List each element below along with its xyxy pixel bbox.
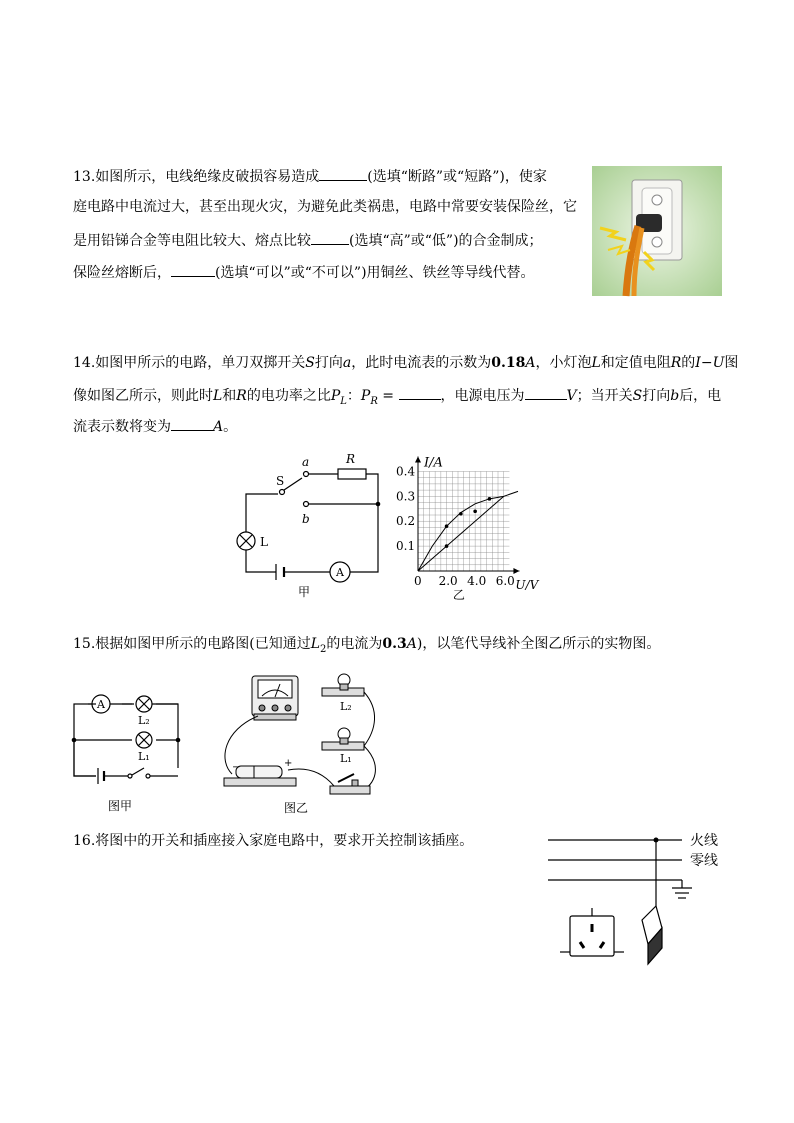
- q13-line3: 是用铅锑合金等电阻比较大、熔点比较 (选填“高”或“低”)的合金制成；: [73, 230, 543, 250]
- caption-jia: 甲: [298, 585, 311, 599]
- y-axis-label: I/A: [424, 455, 443, 471]
- q14-line1: 14.如图甲所示的电路，单刀双掷开关S打向a，此时电流表的示数为0.18A，小灯泡L和定值电阻R的I−U图: [73, 355, 739, 371]
- y-tick-label: 0.3: [396, 489, 416, 504]
- series-L-curve: [418, 491, 518, 571]
- q15-circuit-diagram: [66, 688, 186, 816]
- q14-line2: 像如图乙所示，则此时L和R的电功率之比$P_L$：$P_R$ = ，电源电压为 V；当开关S打向b后，电: [73, 385, 721, 411]
- label-neutral: 零线: [690, 853, 718, 869]
- label-A: A: [336, 566, 344, 579]
- data-point: [459, 512, 463, 516]
- label-L1: L₁: [138, 750, 150, 763]
- label-R: R: [346, 452, 356, 466]
- x-tick-label: 0: [414, 574, 422, 588]
- outlet-photo: [592, 166, 722, 296]
- q13-line2: 庭电路中电流过大，甚至出现火灾，为避免此类祸患，电路中常要安装保险丝，它: [73, 199, 577, 215]
- label-a: a: [302, 455, 310, 469]
- data-point: [473, 509, 477, 513]
- x-tick-label: 2.0: [438, 574, 458, 588]
- x-tick-label: 6.0: [495, 574, 515, 588]
- data-point: [445, 524, 449, 528]
- y-tick-label: 0.2: [396, 514, 416, 529]
- label-L2: L₂: [340, 700, 352, 713]
- label-L: L: [260, 535, 268, 549]
- label-L1: L₁: [340, 752, 352, 765]
- q15-physical-diagram: [214, 670, 380, 818]
- label-A: A: [97, 698, 105, 711]
- q14-circuit-diagram: [226, 448, 396, 598]
- y-arrow: [415, 457, 421, 463]
- q16-household-circuit: [546, 828, 726, 968]
- q13-line4: 保险丝熔断后， (选填“可以”或“不可以”)用铜丝、铁丝等导线代替。: [73, 262, 535, 282]
- label-L2: L₂: [138, 714, 150, 727]
- label-S: S: [276, 474, 285, 488]
- y-tick-label: 0.4: [396, 464, 416, 479]
- label-plus: +: [284, 758, 293, 769]
- caption-tujia: 图甲: [108, 799, 133, 813]
- resistor-R: [338, 469, 366, 479]
- label-minus: −: [232, 762, 241, 773]
- q13-line1: 13.如图所示，电线绝缘皮破损容易造成 (选填“断路”或“短路”)，使家: [73, 166, 547, 186]
- caption-tuyi: 图乙: [284, 801, 309, 815]
- x-tick-label: 4.0: [467, 574, 487, 588]
- label-b: b: [302, 512, 310, 526]
- socket: [570, 916, 614, 956]
- q15-line: 15.根据如图甲所示的电路图(已知通过$L_2$的电流为0.3A)，以笔代导线补全图乙所示的实物图。: [73, 636, 661, 655]
- x-axis-label: U/V: [515, 578, 539, 592]
- y-tick-label: 0.1: [396, 539, 416, 554]
- data-point: [445, 544, 449, 548]
- data-point: [488, 497, 492, 501]
- caption-yi: 乙: [452, 588, 465, 602]
- q16-line: 16.将图中的开关和插座接入家庭电路中，要求开关控制该插座。: [73, 833, 474, 849]
- q14-line3: 流表示数将变为 A。: [73, 416, 237, 436]
- iu-graph: [394, 438, 564, 602]
- label-live: 火线: [690, 833, 718, 849]
